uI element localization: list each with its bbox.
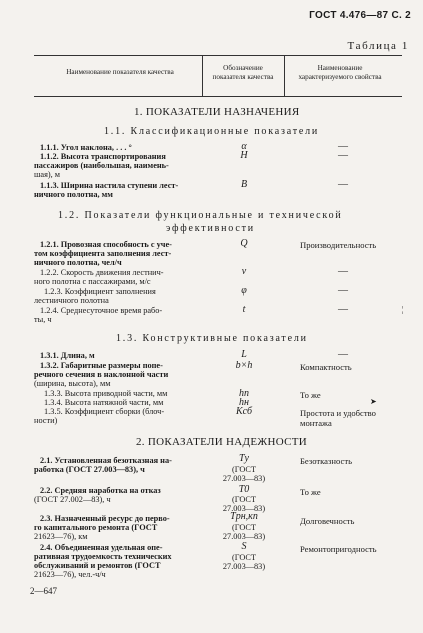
row-label: ты, ч (34, 315, 52, 324)
section-title: 1. ПОКАЗАТЕЛИ НАЗНАЧЕНИЯ (134, 106, 300, 118)
row-dash: — (338, 141, 348, 152)
row-label: 1.3.5. Коэффициент сборки (блоч- (44, 407, 165, 416)
row-symbol-note: (ГОСТ (231, 553, 257, 562)
row-symbol: S (241, 541, 247, 552)
row-symbol: b×h (235, 360, 253, 371)
row-label: ничного полотна, мм (34, 190, 113, 199)
row-label: ного полотна с пассажирами, м/с (34, 277, 151, 286)
row-symbol-note: 27.003—83) (222, 504, 266, 513)
row-symbol-note: 27.003—83) (222, 562, 266, 571)
row-symbol: Q (240, 238, 248, 249)
row-symbol: Kсб (235, 406, 252, 417)
row-dash: — (338, 150, 348, 161)
row-label: пассажиров (наибольшая, наимень- (34, 161, 169, 170)
row-label: 2.2. Средняя наработка на отказ (40, 486, 161, 495)
margin-mark: ¦ (402, 305, 404, 314)
table-top-rule (34, 55, 402, 56)
row-symbol: Tу (239, 453, 249, 464)
row-symbol: B (240, 179, 248, 190)
subsection-title: 1.2. Показатели функциональные и технической (58, 210, 343, 221)
margin-mark: ➤ (370, 397, 377, 406)
row-label: 1.1.1. Угол наклона, . . . ° (40, 143, 132, 152)
row-property: Безотказность (300, 456, 352, 466)
row-label: 1.3.2. Габаритные размеры попе- (40, 361, 163, 370)
row-label: лестничного полотна (34, 296, 109, 305)
row-symbol-note: (ГОСТ (231, 495, 257, 504)
row-label: 21623—76), чел.-ч/ч (34, 570, 106, 579)
subsection-title: 1.3. Конструктивные показатели (116, 333, 308, 344)
row-symbol: hп (239, 388, 249, 399)
row-label: ности) (34, 416, 58, 425)
row-label: 2.1. Установленная безотказная на- (40, 456, 172, 465)
row-label: 2.4. Объединенная удельная опе- (40, 543, 163, 552)
row-symbol: T0 (238, 484, 250, 495)
row-label: (ширина, высота), мм (34, 379, 111, 388)
row-symbol: t (242, 304, 246, 315)
row-property: монтажа (300, 418, 332, 428)
row-label: речного сечения в наклонной части (34, 370, 169, 379)
subsection-title: 1.1. Классификационные показатели (104, 126, 320, 137)
row-label: (ГОСТ 27.002—83), ч (34, 495, 111, 504)
row-label: работка (ГОСТ 27.003—83), ч (34, 465, 145, 474)
section-title: 2. ПОКАЗАТЕЛИ НАДЕЖНОСТИ (136, 436, 308, 448)
row-label: шая), м (34, 170, 61, 179)
row-symbol: L (241, 349, 247, 360)
row-symbol: v (241, 266, 247, 277)
row-symbol-note: 27.003—83) (222, 532, 266, 541)
row-symbol: φ (241, 285, 247, 296)
row-label: 1.2.4. Среднесуточное время рабо- (40, 306, 163, 315)
row-label: 1.2.1. Провозная способность с уче- (40, 240, 172, 249)
row-property: Простота и удобство (300, 408, 376, 418)
row-symbol: hн (239, 397, 249, 408)
row-label: го капитального ремонта (ГОСТ (34, 523, 158, 532)
subsection-title-continued: эффективности (166, 223, 255, 234)
row-label: 1.1.2. Высота транспортирования (40, 152, 166, 161)
row-label: 1.3.1. Длина, м (40, 351, 95, 360)
row-label: обслуживаний и ремонтов (ГОСТ (34, 561, 161, 570)
row-symbol: H (240, 150, 248, 161)
row-dash: — (338, 266, 348, 277)
document-header: ГОСТ 4.476—87 С. 2 (309, 10, 411, 21)
row-label: 1.2.3. Коэффициент заполнения (44, 287, 156, 296)
row-dash: — (338, 179, 348, 190)
row-symbol-note: 27.003—83) (222, 474, 266, 483)
column-head-symbol: Обозначение показателя качества (212, 64, 274, 81)
row-label: 1.1.3. Ширина настила ступени лест- (40, 181, 179, 190)
row-label: том коэффициента заполнения лест- (34, 249, 172, 258)
table-label: Таблица 1 (347, 40, 409, 52)
row-property: Компактность (300, 362, 352, 372)
row-label: 1.3.4. Высота натяжной части, мм (44, 398, 164, 407)
row-dash: — (338, 349, 348, 360)
row-label: 1.2.2. Скорость движения лестнич- (40, 268, 164, 277)
row-label: ничного полотна, чел/ч (34, 258, 122, 267)
table-head-bottom-rule (34, 96, 402, 97)
page-footer-code: 2—647 (30, 586, 57, 596)
row-symbol: α (241, 141, 247, 152)
row-property: То же (300, 390, 321, 400)
row-property: То же (300, 487, 321, 497)
row-property: Ремонтопригодность (300, 544, 377, 554)
row-dash: — (338, 285, 348, 296)
column-head-property: Наименование характеризуемого свойства (298, 64, 382, 81)
column-head-name: Наименование показателя качества (66, 68, 174, 76)
row-dash: — (338, 304, 348, 315)
row-label: ративная трудоемкость технических (34, 552, 172, 561)
row-property: Долговечность (300, 516, 355, 526)
row-label: 21623—76), км (34, 532, 88, 541)
row-label: 2.3. Назначенный ресурс до перво- (40, 514, 170, 523)
row-symbol-note: (ГОСТ (231, 465, 257, 474)
row-label: 1.3.3. Высота приводной части, мм (44, 389, 168, 398)
column-divider-2 (284, 55, 285, 96)
column-divider-1 (202, 55, 203, 96)
row-symbol-note: (ГОСТ (231, 523, 257, 532)
row-property: Производительность (300, 240, 377, 250)
row-symbol: Tрн,кп (230, 511, 258, 522)
